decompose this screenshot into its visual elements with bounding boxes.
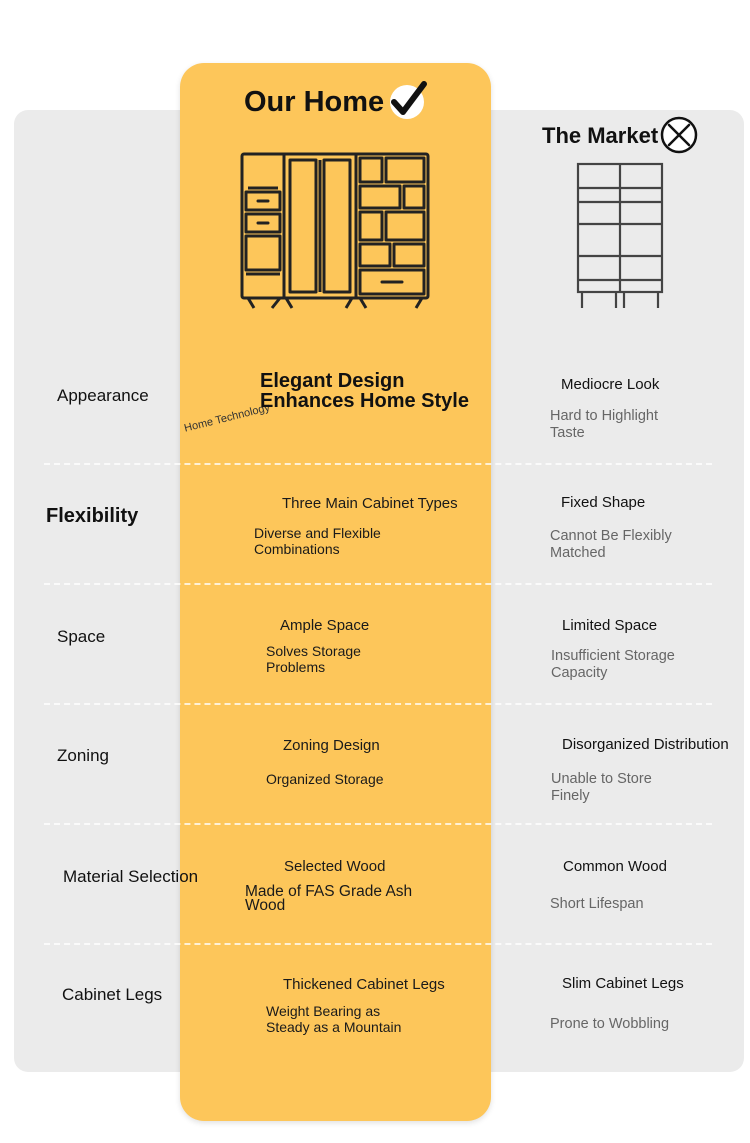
category-material-selection: Material Selection [63, 867, 199, 886]
our-heading-legs: Thickened Cabinet Legs [283, 976, 445, 993]
market-desc-flexibility: Cannot Be Flexibly Matched [550, 528, 672, 561]
row-divider [44, 703, 712, 705]
category-cabinet-legs: Cabinet Legs [62, 985, 163, 1004]
row-divider [44, 823, 712, 825]
market-wardrobe-icon [574, 160, 666, 312]
row-divider [44, 583, 712, 585]
our-heading-space: Ample Space [280, 617, 370, 634]
market-heading-appearance: Mediocre Look [561, 376, 660, 393]
market-heading-legs: Slim Cabinet Legs [562, 975, 684, 992]
our-desc-material: Made of FAS Grade Ash Wood [245, 883, 413, 914]
our-heading-material: Selected Wood [284, 858, 386, 875]
market-heading-zoning: Disorganized Distribution [562, 736, 729, 753]
our-desc-zoning: Organized Storage [266, 771, 384, 787]
our-heading-zoning: Zoning Design [283, 737, 380, 754]
our-home-title: Our Home [244, 86, 385, 118]
market-desc-legs: Prone to Wobbling [550, 1016, 670, 1032]
market-heading-flexibility: Fixed Shape [561, 494, 646, 511]
our-heading-appearance: Elegant Design Enhances Home Style [260, 370, 469, 412]
close-circle-icon [659, 115, 699, 155]
our-desc-space: Solves Storage Problems [266, 643, 361, 675]
market-desc-zoning: Unable to Store Finely [551, 771, 652, 804]
category-zoning: Zoning [57, 746, 109, 765]
market-desc-material: Short Lifespan [550, 896, 644, 912]
our-heading-flexibility: Three Main Cabinet Types [282, 495, 458, 512]
check-icon [386, 80, 428, 122]
our-wardrobe-icon [236, 150, 432, 312]
market-desc-appearance: Hard to Highlight Taste [550, 408, 658, 441]
market-desc-space: Insufficient Storage Capacity [551, 648, 675, 681]
our-desc-flexibility: Diverse and Flexible Combinations [254, 525, 381, 557]
category-space: Space [57, 627, 106, 646]
market-title: The Market [542, 123, 659, 148]
market-heading-space: Limited Space [562, 617, 658, 634]
row-divider [44, 943, 712, 945]
market-heading-material: Common Wood [563, 858, 667, 875]
category-appearance: Appearance [57, 386, 149, 405]
row-divider [44, 463, 712, 465]
category-flexibility: Flexibility [46, 505, 139, 527]
our-desc-legs: Weight Bearing as Steady as a Mountain [266, 1003, 402, 1035]
watermark-text: Home Technology [183, 401, 272, 435]
